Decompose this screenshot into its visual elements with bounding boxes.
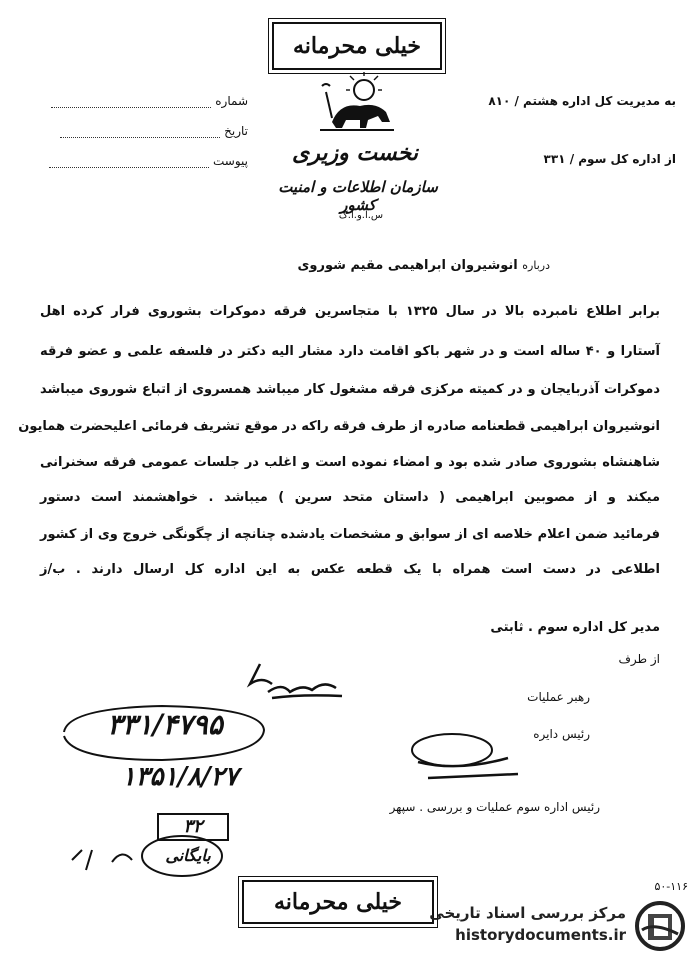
date-label: تاریخ — [224, 124, 248, 138]
archive-box-number: ۳۲ — [183, 816, 203, 837]
subject-row — [130, 258, 550, 273]
date-field — [38, 124, 248, 138]
subject-label: درباره — [522, 259, 550, 272]
department-chief-label: رئیس دایره — [533, 727, 590, 741]
watermark-name: مرکز بررسی اسناد تاریخی — [429, 904, 626, 922]
department-signature-scribble — [398, 728, 528, 788]
subject-text: انوشیروان ابراهیمی مقیم شوروی — [297, 258, 518, 273]
signatory-title: مدیر کل اداره سوم . ثابتی — [490, 620, 660, 635]
body-line: فرمائید ضمن اعلام خلاصه ای از سوابق و مشخصات یادشده چنانچه از چگونگی خروج وی از کشور — [40, 527, 660, 542]
number-field — [38, 94, 248, 108]
watermark-url: historydocuments.ir — [455, 926, 626, 944]
classification-stamp-bottom: خیلی محرمانه — [242, 880, 434, 924]
organization-title: سازمان اطلاعات و امنیت کشور — [278, 178, 438, 214]
archive-stamp — [62, 800, 232, 880]
attachment-field — [38, 154, 248, 168]
lion-sun-emblem-icon — [312, 72, 402, 134]
attachment-label: پیوست — [213, 154, 248, 168]
handwritten-date: ۱۳۵۱/۸/۲۷ — [121, 762, 239, 792]
page-code: ۵۰-۱۱۶ — [654, 880, 688, 893]
number-label: شماره — [215, 94, 248, 108]
number-field-line — [51, 107, 211, 108]
body-line: اطلاعی در دست است همراه با یک قطعه عکس به این اداره کل ارسال دارند . ب/ز — [40, 562, 660, 577]
attachment-field-line — [49, 167, 209, 168]
operations-chief-label: رهبر عملیات — [527, 690, 590, 704]
classification-stamp-top: خیلی محرمانه — [272, 22, 442, 70]
date-field-line — [60, 137, 220, 138]
from-line: از اداره کل سوم / ۳۳۱ — [543, 152, 676, 166]
body-line: انوشیروان ابراهیمی قطعنامه صادره از طرف فرقه راکه در موقع تشریف فرمائی اعلیحضرت همایون — [18, 419, 660, 434]
archive-label: بایگانی — [165, 846, 211, 865]
ministry-title: نخست وزیری — [292, 140, 418, 166]
body-line: برابر اطلاع نامبرده بالا در سال ۱۳۲۵ با متجاسرین فرقه دموکرات بشوروی فرار کرده اهل — [40, 304, 661, 319]
signature-scribble — [232, 658, 352, 708]
handwritten-reference-number: ۳۳۱/۴۷۹۵ — [107, 708, 223, 741]
body-line: آستارا و ۴۰ ساله است و در شهر باکو اقامت دارد مشار الیه دکتر در فلسفه علمی و عضو فرقه — [40, 344, 660, 359]
body-line: دموکرات آذربایجان و در کمیته مرکزی فرقه مشغول کار میباشد همسروی از اتباع شوروی میباشد — [40, 382, 660, 397]
on-behalf-label: از طرف — [618, 652, 660, 666]
form-code: س.ا.و.ا.ک — [338, 210, 384, 221]
watermark-logo-icon — [634, 900, 686, 952]
office-chief-line: رئیس اداره سوم عملیات و بررسی . سپهر — [389, 800, 600, 814]
body-line: شاهنشاه بشوروی صادر شده بود و امضاء نموده است و اغلب در جلسات عمومی فرقه سخنرانی — [40, 455, 660, 470]
to-line: به مدیریت کل اداره هشتم / ۸۱۰ — [488, 94, 676, 108]
body-line: میکند و از مصوبین ابراهیمی ( داستان متحد سرین ) میباشد . خواهشمند است دستور — [40, 490, 660, 505]
